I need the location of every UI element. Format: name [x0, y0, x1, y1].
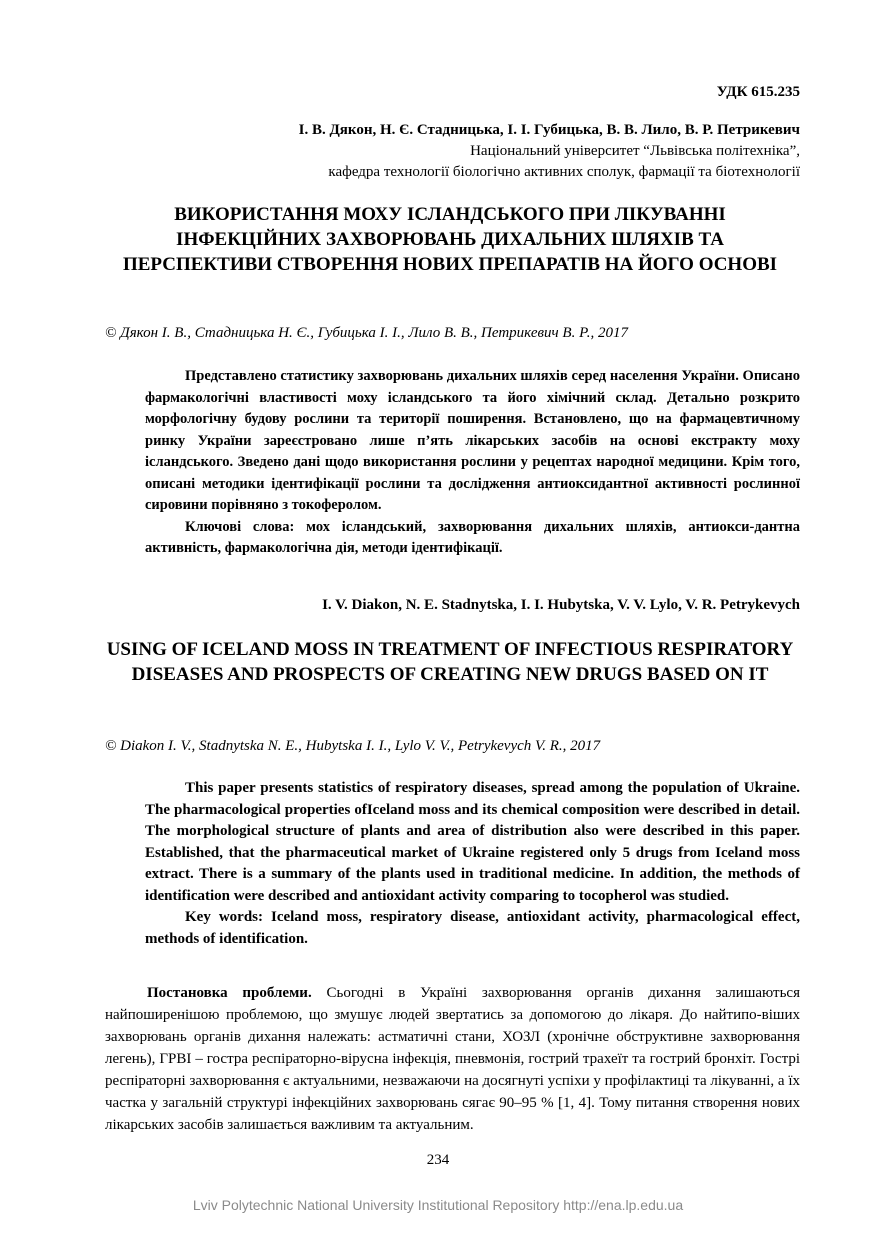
- body-paragraph: [105, 982, 800, 1136]
- en-authors: I. V. Diakon, N. E. Stadnytska, I. I. Hubytska, V. V. Lylo, V. R. Petrykevych: [322, 597, 800, 613]
- en-abstract-block: [145, 778, 800, 950]
- ua-authors: І. В. Дякон, Н. Є. Стадницька, І. І. Губицька, В. В. Лило, В. Р. Петрикевич: [298, 122, 800, 138]
- body-sentence-3: Гострі респіраторні захворювання є актуальними, незважаючи на досягнуті успіхи у профілактиці та лікуванні, а їх частка у загальній структурі інфекційних захворювань сягає 90–95 % [1, 4]. Тому питання створення нових лікарських засобів залишається важливим та актуальним.: [105, 1051, 800, 1133]
- repository-footer: Lviv Polytechnic National University Institutional Repository http://ena.lp.edu.ua: [192, 1197, 684, 1213]
- ua-abstract-block: [145, 366, 800, 560]
- ua-affiliation-department: кафедра технології біологічно активних сполук, фармації та біотехнології: [328, 164, 800, 180]
- udk-code: УДК 615.235: [716, 84, 800, 100]
- page-number: 234: [426, 1152, 450, 1168]
- ua-author-block: [100, 120, 800, 183]
- body-sentence-1: Сьогодні в Україні захворювання органів дихання залишаються найпоширенішою проблемою, що змушує людей звертатись за допомогою до лікаря.: [105, 985, 800, 1023]
- en-copyright: © Diakon I. V., Stadnytska N. E., Hubytska I. I., Lylo V. V., Petrykevych V. R., 2017: [105, 738, 601, 754]
- ua-copyright: © Дякон І. В., Стадницька Н. Є., Губицька І. І., Лило В. В., Петрикевич В. Р., 2017: [105, 325, 628, 341]
- ua-keywords: Ключові слова: мох ісландський, захворювання дихальних шляхів, антиокси-дантна активність, фармакологічна дія, методи ідентифікації.: [145, 518, 800, 556]
- section-heading: Постановка проблеми.: [147, 985, 312, 1001]
- body-sentence-2: До найтипо-віших захворювань органів дихання належать: астматичні стани, ХОЗЛ (хронічне обструктивне захворювання легень), ГРВІ – гостра респіраторно-вірусна інфекція, пневмонія, гострий трахеїт та гострий бронхіт.: [105, 1007, 800, 1067]
- en-abstract: This paper presents statistics of respiratory diseases, spread among the population of Ukraine. The pharmacological properties ofIceland moss and its chemical composition were described in detail. The morphological structure of plants and area of distribution also were described in this paper. Established, that the pharmaceutical market of Ukraine registered only 5 drugs from Iceland moss extract. There is a summary of the plants used in traditional medicine. In addition, the methods of identification were described and antioxidant activity comparing to tocopherol was studied.: [145, 780, 800, 904]
- en-keywords: Key words: Iceland moss, respiratory disease, antioxidant activity, pharmacological effect, methods of identification.: [145, 909, 800, 947]
- problem-statement: [105, 982, 800, 1136]
- ua-affiliation-university: Національний університет “Львівська політехніка”,: [470, 143, 800, 159]
- ua-abstract: Представлено статистику захворювань дихальних шляхів серед населення України. Описано фармакологічні властивості моху ісландського та його хімічний склад. Детально розкрито морфологічну будову рослини та території поширення. Встановлено, що на фармацевтичному ринку України зареєстровано лише п’ять лікарських засобів на основі екстракту моху ісландського. Зведено дані щодо використання рослини у рецептах народної медицини. Крім того, описані методики ідентифікації рослини та дослідження антиоксидантної активності рослинної сировини порівняно з токоферолом.: [145, 368, 800, 513]
- en-paper-title: USING OF ICELAND MOSS IN TREATMENT OF INFECTIOUS RESPIRATORY DISEASES AND PROSPECTS OF CREATING NEW DRUGS BASED ON IT: [106, 639, 794, 685]
- ua-paper-title: ВИКОРИСТАННЯ МОХУ ІСЛАНДСЬКОГО ПРИ ЛІКУВАННІ ІНФЕКЦІЙНИХ ЗАХВОРЮВАНЬ ДИХАЛЬНИХ ШЛЯХІВ ТА ПЕРСПЕКТИВИ СТВОРЕННЯ НОВИХ ПРЕПАРАТІВ НА ЙОГО ОСНОВІ: [122, 204, 778, 275]
